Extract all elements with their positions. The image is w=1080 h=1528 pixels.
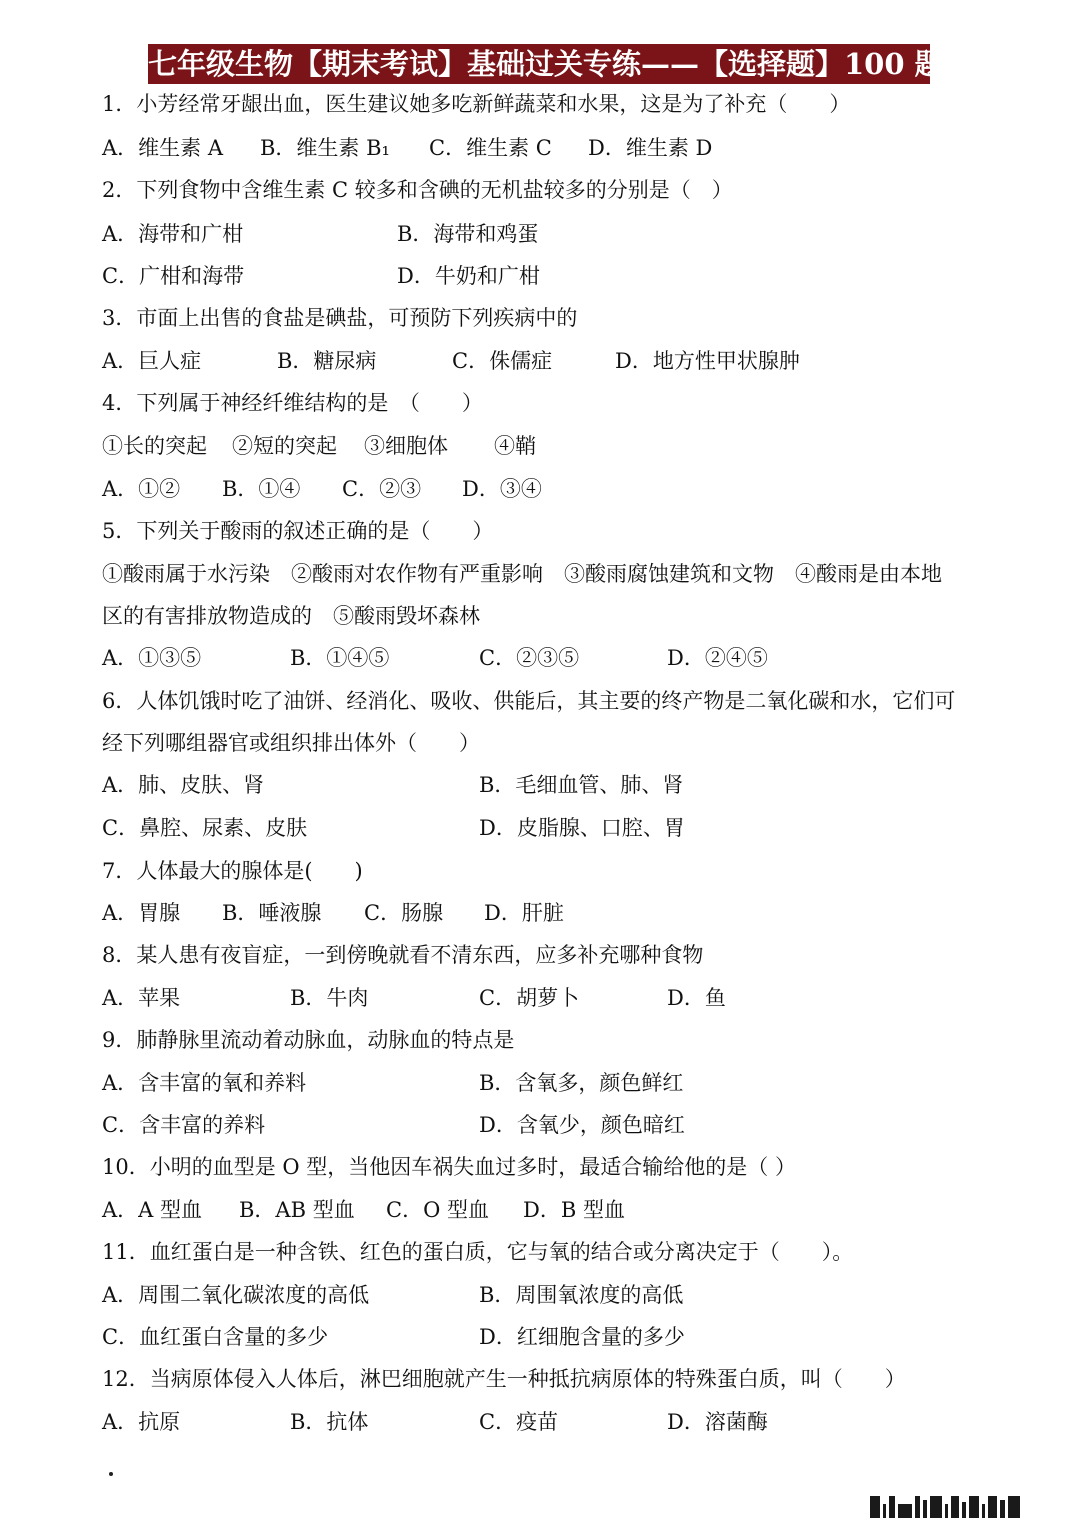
options-row xyxy=(102,1068,982,1098)
answer-option: D．维生素 D xyxy=(588,136,713,160)
answer-option: D．含氧少，颜色暗红 xyxy=(479,1113,685,1137)
answer-option: B．抗体 xyxy=(290,1410,369,1434)
question-line: 8．某人患有夜盲症，一到傍晚就看不清东西，应多补充哪种食物 xyxy=(102,943,704,967)
answer-option: C．O 型血 xyxy=(386,1198,489,1222)
answer-option: B．糖尿病 xyxy=(277,349,377,373)
options-row xyxy=(102,474,982,504)
answer-option: C．肠腺 xyxy=(364,901,444,925)
options-row xyxy=(102,1280,982,1310)
answer-option: D．红细胞含量的多少 xyxy=(479,1325,685,1349)
answer-option: B．含氧多，颜色鲜红 xyxy=(479,1071,684,1095)
answer-option: ③细胞体 xyxy=(364,434,448,458)
question-line: 12．当病原体侵入人体后，淋巴细胞就产生一种抵抗病原体的特殊蛋白质，叫（ ） xyxy=(102,1367,906,1391)
answer-option: A．肺、皮肤、肾 xyxy=(102,773,265,797)
footer-dot xyxy=(109,1472,113,1476)
options-row xyxy=(102,643,982,673)
options-row xyxy=(102,813,982,843)
question-line: 区的有害排放物造成的 ⑤酸雨毁坏森林 xyxy=(102,604,480,628)
answer-option: D．③④ xyxy=(462,477,542,501)
options-row xyxy=(102,1110,982,1140)
answer-option: C．疫苗 xyxy=(479,1410,559,1434)
answer-option: ①长的突起 xyxy=(102,434,207,458)
options-row xyxy=(102,1195,982,1225)
options-row xyxy=(102,770,982,800)
answer-option: A．海带和广柑 xyxy=(102,222,244,246)
question-line: 5．下列关于酸雨的叙述正确的是（ ） xyxy=(102,519,494,543)
answer-option: D．鱼 xyxy=(667,986,726,1010)
options-row xyxy=(102,346,982,376)
answer-option: B．①④⑤ xyxy=(290,646,390,670)
answer-option: B．维生素 B₁ xyxy=(260,136,390,160)
options-row xyxy=(102,261,982,291)
answer-option: D．肝脏 xyxy=(484,901,564,925)
answer-option: A．A 型血 xyxy=(102,1198,203,1222)
answer-option: D．牛奶和广柑 xyxy=(397,264,540,288)
answer-option: A．①③⑤ xyxy=(102,646,202,670)
answer-option: ④鞘 xyxy=(494,434,536,458)
answer-option: ②短的突起 xyxy=(232,434,337,458)
answer-option: A．抗原 xyxy=(102,1410,181,1434)
question-line: 9．肺静脉里流动着动脉血，动脉血的特点是 xyxy=(102,1028,515,1052)
answer-option: C．含丰富的养料 xyxy=(102,1113,266,1137)
answer-option: D．B 型血 xyxy=(523,1198,625,1222)
question-line: 经下列哪组器官或组织排出体外（ ） xyxy=(102,731,480,755)
answer-option: C．维生素 C xyxy=(429,136,552,160)
answer-option: B．毛细血管、肺、肾 xyxy=(479,773,684,797)
answer-option: B．AB 型血 xyxy=(239,1198,355,1222)
answer-option: B．周围氧浓度的高低 xyxy=(479,1283,684,1307)
answer-option: B．海带和鸡蛋 xyxy=(397,222,539,246)
options-row xyxy=(102,431,982,461)
answer-option: A．巨人症 xyxy=(102,349,202,373)
answer-option: D．皮脂腺、口腔、胃 xyxy=(479,816,685,840)
answer-option: C．侏儒症 xyxy=(452,349,553,373)
answer-option: C．广柑和海带 xyxy=(102,264,245,288)
answer-option: C．②③⑤ xyxy=(479,646,580,670)
question-line: 7．人体最大的腺体是( ) xyxy=(102,859,363,883)
answer-option: A．维生素 A xyxy=(102,136,224,160)
answer-option: C．胡萝卜 xyxy=(479,986,580,1010)
question-line: 4．下列属于神经纤维结构的是 （ ） xyxy=(102,391,483,415)
options-row xyxy=(102,898,982,928)
options-row xyxy=(102,133,982,163)
question-line: 1．小芳经常牙龈出血，医生建议她多吃新鲜蔬菜和水果，这是为了补充（ ） xyxy=(102,92,851,116)
answer-option: A．胃腺 xyxy=(102,901,181,925)
answer-option: A．含丰富的氧和养料 xyxy=(102,1071,307,1095)
question-line: 2．下列食物中含维生素 C 较多和含碘的无机盐较多的分别是（ ） xyxy=(102,178,733,202)
answer-option: A．苹果 xyxy=(102,986,181,1010)
footer-barcode-mark xyxy=(870,1496,1060,1526)
options-row xyxy=(102,1322,982,1352)
answer-option: C．鼻腔、尿素、皮肤 xyxy=(102,816,308,840)
answer-option: B．唾液腺 xyxy=(222,901,322,925)
question-line: 3．市面上出售的食盐是碘盐，可预防下列疾病中的 xyxy=(102,306,578,330)
question-line: ①酸雨属于水污染 ②酸雨对农作物有严重影响 ③酸雨腐蚀建筑和文物 ④酸雨是由本地 xyxy=(102,562,942,586)
answer-option: C．血红蛋白含量的多少 xyxy=(102,1325,329,1349)
answer-option: D．②④⑤ xyxy=(667,646,768,670)
answer-option: C．②③ xyxy=(342,477,422,501)
options-row xyxy=(102,1407,982,1437)
answer-option: B．①④ xyxy=(222,477,301,501)
answer-option: B．牛肉 xyxy=(290,986,369,1010)
question-line: 10．小明的血型是 O 型，当他因车祸失血过多时，最适合输给他的是（ ） xyxy=(102,1155,796,1179)
answer-option: D．溶菌酶 xyxy=(667,1410,768,1434)
page-title: 七年级生物【期末考试】基础过关专练——【选择题】100 题 xyxy=(148,44,930,84)
options-row xyxy=(102,219,982,249)
options-row xyxy=(102,983,982,1013)
question-line: 6．人体饥饿时吃了油饼、经消化、吸收、供能后，其主要的终产物是二氧化碳和水，它们可 xyxy=(102,689,956,713)
answer-option: A．①② xyxy=(102,477,181,501)
answer-option: A．周围二氧化碳浓度的高低 xyxy=(102,1283,370,1307)
answer-option: D．地方性甲状腺肿 xyxy=(615,349,800,373)
question-line: 11．血红蛋白是一种含铁、红色的蛋白质，它与氧的结合或分离决定于（ ）。 xyxy=(102,1240,854,1264)
